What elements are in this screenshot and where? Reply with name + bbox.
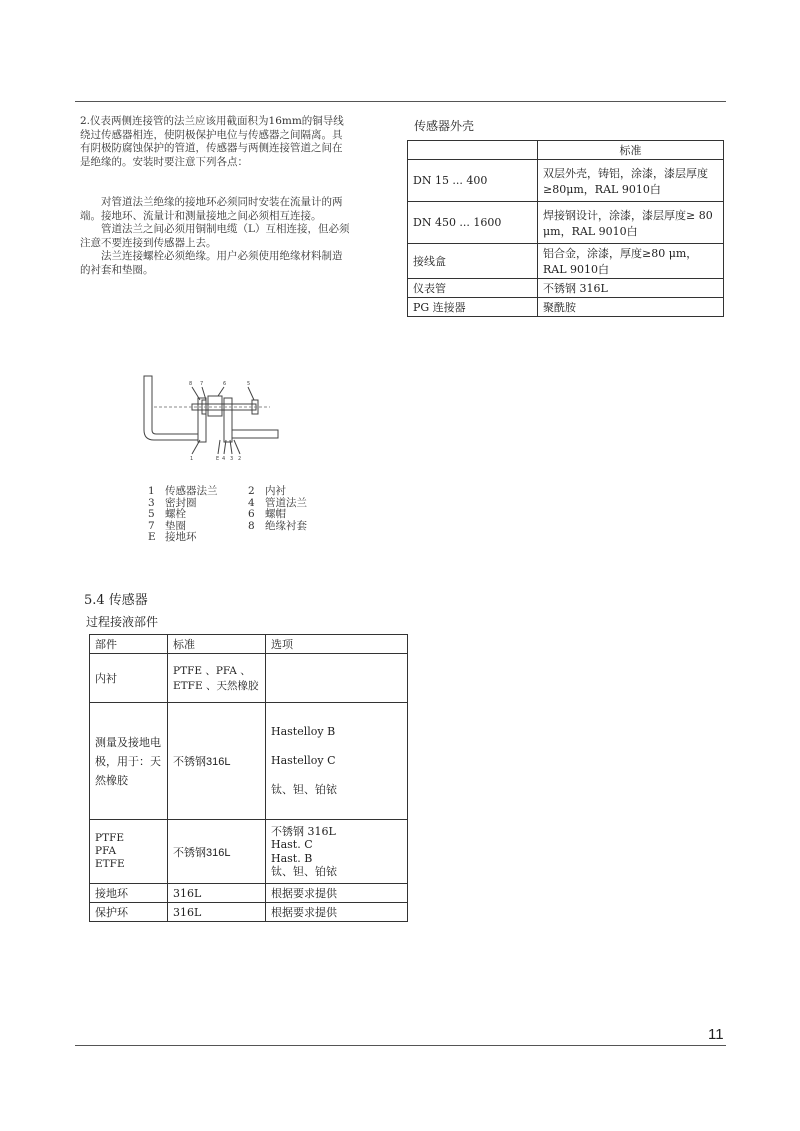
parts-cell-options xyxy=(266,820,408,884)
flange-installation-diagram xyxy=(140,372,290,462)
legend-num: 2 xyxy=(248,485,255,497)
housing-row-value: 聚酰胺 xyxy=(538,298,724,317)
intro-paragraph-1: 2.仪表两侧连接管的法兰应该用截面积为16mm的铜导线绕过传感器相连，使阴极保护电位与传感器之间隔离。具有阴极防腐蚀保护的管道，传感器与两侧连接管道之间在是绝缘的。安装时要注意下列各点： xyxy=(80,115,344,168)
page-number: 11 xyxy=(708,1026,724,1043)
legend-label: 绝缘衬套 xyxy=(265,519,307,532)
housing-header: 标准 xyxy=(538,141,724,160)
option-line: 钛、钽、铂铱 xyxy=(271,865,337,878)
top-rule xyxy=(75,101,726,102)
callout-6: 6 xyxy=(223,381,227,387)
option-line: Hast. B xyxy=(271,851,313,865)
bottom-rule xyxy=(75,1045,726,1046)
intro-paragraph-3: 管道法兰之间必须用铜制电缆（L）互相连接，但必须注意不要连接到传感器上去。 xyxy=(80,223,350,249)
legend-label: 管道法兰 xyxy=(265,496,307,509)
parts-header: 部件 xyxy=(90,635,168,654)
callout-2: 2 xyxy=(238,456,242,462)
part-line: ETFE xyxy=(95,858,125,870)
callout-3: 3 xyxy=(230,456,234,462)
housing-row-name: 接线盒 xyxy=(408,244,538,279)
legend-row xyxy=(148,486,348,498)
callout-8: 8 xyxy=(189,381,193,387)
legend-label: 螺栓 xyxy=(165,508,186,520)
legend-num: 7 xyxy=(148,519,155,532)
parts-header: 选项 xyxy=(266,635,408,654)
legend-label: 传感器法兰 xyxy=(165,485,218,497)
parts-cell: 保护环 xyxy=(90,903,168,922)
housing-blank-header xyxy=(408,141,538,160)
legend-num: 8 xyxy=(248,519,255,532)
parts-cell: 316L xyxy=(168,884,266,903)
parts-cell: 根据要求提供 xyxy=(266,903,408,922)
parts-header: 标准 xyxy=(168,635,266,654)
parts-cell: 316L xyxy=(168,903,266,922)
housing-row-name: PG 连接器 xyxy=(408,298,538,317)
parts-cell: 根据要求提供 xyxy=(266,884,408,903)
option-line: 钛、钽、铂铱 xyxy=(271,783,337,796)
option-line: Hast. C xyxy=(271,838,313,851)
legend-label: 接地环 xyxy=(165,531,197,543)
callout-5: 5 xyxy=(247,381,251,387)
housing-row-value: 焊接钢设计，涂漆，漆层厚度≥ 80 μm，RAL 9010白 xyxy=(538,202,724,244)
housing-row-name: 仪表管 xyxy=(408,279,538,298)
parts-cell: 不锈钢316L xyxy=(168,703,266,820)
callout-7: 7 xyxy=(200,381,204,387)
parts-cell: 测量及接地电极，用于：天然橡胶 xyxy=(90,703,168,820)
callout-1: 1 xyxy=(190,456,194,462)
legend-label: 螺帽 xyxy=(265,508,286,520)
legend-num: 5 xyxy=(148,508,155,520)
housing-row-name: DN 450 ... 1600 xyxy=(408,202,538,244)
parts-cell xyxy=(90,820,168,884)
intro-paragraph-4: 法兰连接螺栓必须绝缘。用户必须使用绝缘材料制造的衬套和垫圈。 xyxy=(80,250,343,276)
section-title: 5.4 传感器 xyxy=(84,593,148,608)
legend-num: 1 xyxy=(148,485,155,497)
part-line: PTFE xyxy=(95,832,125,844)
housing-title: 传感器外壳 xyxy=(414,119,475,133)
legend-num: 6 xyxy=(248,508,255,520)
legend-num: E xyxy=(148,531,156,543)
diagram-legend xyxy=(148,486,348,544)
legend-row xyxy=(148,532,348,544)
parts-cell: 不锈钢316L xyxy=(168,820,266,884)
housing-row-value: 不锈钢 316L xyxy=(538,279,724,298)
parts-cell: 内衬 xyxy=(90,654,168,703)
legend-num: 4 xyxy=(248,496,255,509)
housing-row-name: DN 15 ... 400 xyxy=(408,160,538,202)
legend-label: 密封圈 xyxy=(165,496,197,509)
legend-label: 垫圈 xyxy=(165,519,186,532)
part-line: PFA xyxy=(95,845,117,857)
legend-row xyxy=(148,509,348,521)
callout-e: E xyxy=(216,456,220,462)
parts-cell-options xyxy=(266,703,408,820)
parts-table xyxy=(89,634,408,922)
parts-cell: 接地环 xyxy=(90,884,168,903)
housing-table xyxy=(407,140,724,317)
legend-label: 内衬 xyxy=(265,485,286,497)
parts-cell: PTFE 、PFA 、 ETFE 、天然橡胶 xyxy=(168,654,266,703)
section-subtitle: 过程接液部件 xyxy=(86,615,159,629)
option-line: Hastelloy B xyxy=(271,725,336,738)
option-line: Hastelloy C xyxy=(271,754,336,767)
housing-row-value: 双层外壳，铸铝，涂漆，漆层厚度≥80μm，RAL 9010白 xyxy=(538,160,724,202)
intro-text xyxy=(80,115,352,277)
housing-row-value: 铝合金，涂漆，厚度≥80 μm，RAL 9010白 xyxy=(538,244,724,279)
option-line: 不锈钢 316L xyxy=(271,824,336,838)
legend-num: 3 xyxy=(148,496,155,509)
callout-4: 4 xyxy=(222,456,226,462)
intro-paragraph-2: 对管道法兰绝缘的接地环必须同时安装在流量计的两端。接地环、流量计和测量接地之间必须相互连接。 xyxy=(80,196,343,222)
parts-cell xyxy=(266,654,408,703)
